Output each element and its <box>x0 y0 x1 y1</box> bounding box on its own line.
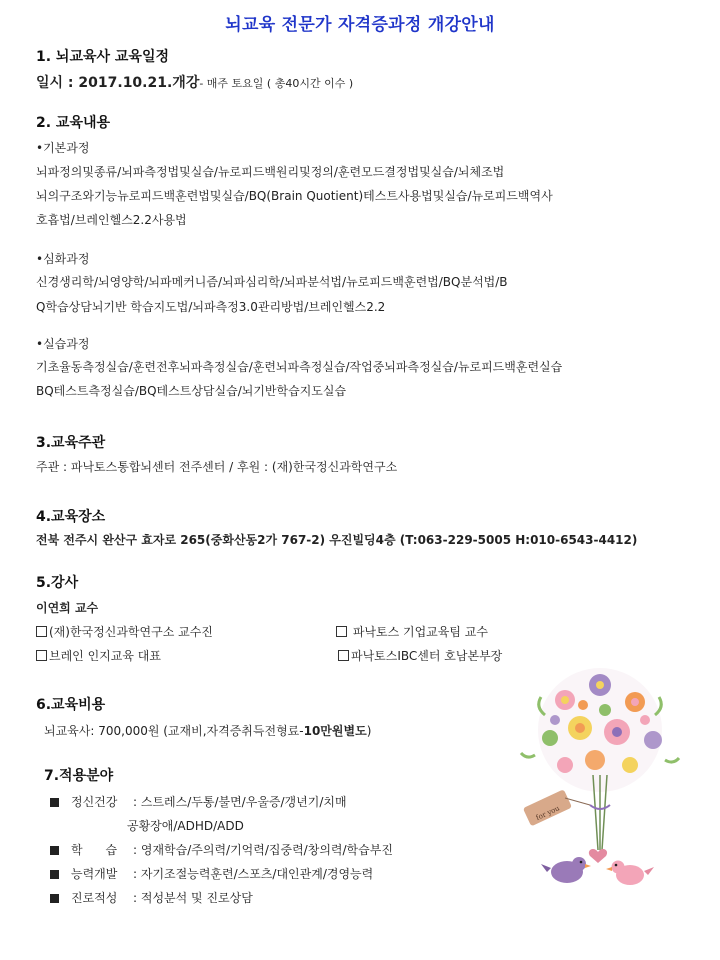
application-item: 학 습 : 영재학습/주의력/기억력/집중력/창의력/학습부진 <box>50 841 393 858</box>
schedule-date: 2017.10.21.개강 <box>78 75 200 91</box>
instructor-role: 브레인 인지교육 대표 <box>36 647 161 664</box>
bouquet-flowers <box>521 668 679 792</box>
application-item: 정신건강 : 스트레스/두통/불면/우울증/갱년기/치매 <box>50 793 347 810</box>
checkbox-icon <box>336 626 347 637</box>
application-item: 진로적성 : 적성분석 및 진로상담 <box>50 889 253 906</box>
instructor-role: (재)한국정신과학연구소 교수진 <box>36 623 213 640</box>
instructor-role: 파낙토스 기업교육팀 교수 <box>336 623 488 640</box>
checkbox-icon <box>36 626 47 637</box>
bullet-square-icon <box>50 894 59 903</box>
advanced-course-line: 신경생리학/뇌영양학/뇌파메커니즘/뇌파심리학/뇌파분석법/뉴로피드백훈련법/BQ분석법/B <box>36 275 508 289</box>
advanced-course-line: Q학습상담뇌기반 학습지도법/뇌파측정3.0관리방법/브레인헬스2.2 <box>36 300 386 314</box>
section-heading-location: 4.교육장소 <box>36 509 106 525</box>
bird-icon <box>541 857 591 883</box>
bullet-square-icon <box>50 870 59 879</box>
section-heading-organizer: 3.교육주관 <box>36 435 106 451</box>
bullet-square-icon <box>50 798 59 807</box>
practice-course-title: •실습과정 <box>36 337 90 351</box>
bullet-square-icon <box>50 846 59 855</box>
location-text: 전북 전주시 완산구 효자로 265(중화산동2가 767-2) 우진빌딩4층 (T:063-229-5005 H:010-6543-4412) <box>36 533 638 547</box>
heart-icon <box>589 849 607 863</box>
application-item: 능력개발 : 자기조절능력훈련/스포츠/대인관계/경영능력 <box>50 865 373 882</box>
checkbox-icon <box>338 650 349 661</box>
schedule-detail: - 매주 토요일 ( 총40시간 이수 ) <box>199 77 354 90</box>
instructor-name: 이연희 교수 <box>36 601 99 615</box>
section-heading-schedule: 1. 뇌교육사 교육일정 <box>36 49 169 65</box>
section-heading-content: 2. 교육내용 <box>36 115 111 131</box>
bouquet-stems <box>590 775 610 850</box>
basic-course-title: •기본과정 <box>36 141 90 155</box>
schedule-label: 일시 : <box>36 75 79 91</box>
gift-tag <box>523 789 590 826</box>
flower-bouquet-illustration <box>505 660 695 910</box>
bird-icon <box>606 861 654 886</box>
section-heading-cost: 6.교육비용 <box>36 697 106 713</box>
cost-text: 뇌교육사: 700,000원 (교재비,자격증취득전형료-10만원별도) <box>44 724 372 738</box>
practice-course-line: 기초율동측정실습/훈련전후뇌파측정실습/훈련뇌파측정실습/작업중뇌파측정실습/뉴로피드백훈련실습 <box>36 360 563 374</box>
section-heading-application: 7.적용분야 <box>44 768 114 784</box>
basic-course-line: 호흡법/브레인헬스2.2사용법 <box>36 213 187 227</box>
basic-course-line: 뇌의구조와기능뉴로피드백훈련법및실습/BQ(Brain Quotient)테스트사용법및실습/뉴로피드백역사 <box>36 189 553 203</box>
cost-extra-bold: 10만원별도 <box>303 724 367 738</box>
schedule-line <box>36 72 353 92</box>
svg-text:for you: for you <box>534 804 561 823</box>
basic-course-line: 뇌파정의및종류/뇌파측정법및실습/뉴로피드백원리및정의/훈련모드결정법및실습/뇌체조법 <box>36 165 505 179</box>
organizer-text: 주관 : 파낙토스통합뇌센터 전주센터 / 후원 : (재)한국정신과학연구소 <box>36 460 398 474</box>
application-item-continued: 공황장애/ADHD/ADD <box>127 819 244 833</box>
instructor-role: 파낙토스IBC센터 호남본부장 <box>338 647 502 664</box>
advanced-course-title: •심화과정 <box>36 252 90 266</box>
checkbox-icon <box>36 650 47 661</box>
section-heading-instructor: 5.강사 <box>36 575 79 591</box>
page-title: 뇌교육 전문가 자격증과정 개강안내 <box>225 15 495 35</box>
practice-course-line: BQ테스트측정실습/BQ테스트상담실습/뇌기반학습지도실습 <box>36 384 347 398</box>
